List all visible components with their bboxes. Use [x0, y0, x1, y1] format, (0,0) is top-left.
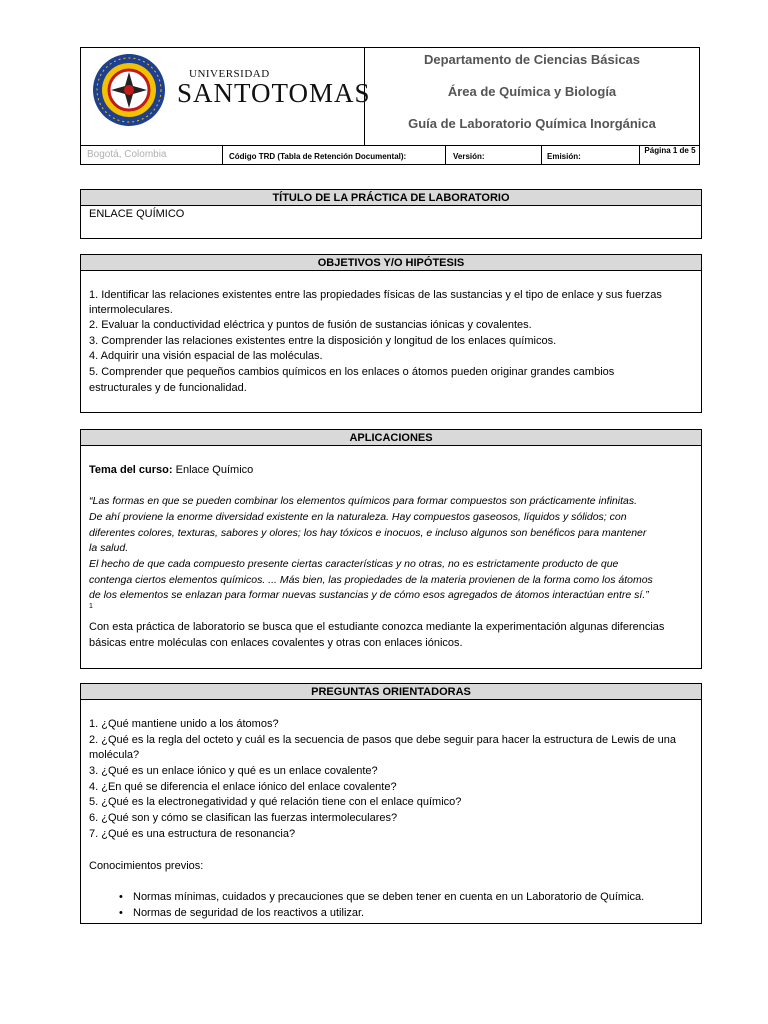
question-line: 5. ¿Qué es la electronegatividad y qué relación tiene con el enlace químico? — [89, 796, 462, 808]
area-title: Área de Química y Biología — [447, 84, 617, 99]
objective-line: 5. Comprender que pequeños cambios químicos en los enlaces o átomos pueden originar grandes cambios — [89, 366, 615, 378]
bullet-text: Normas mínimas, cuidados y precauciones que se deben tener en cuenta en un Laboratorio de Química. — [133, 891, 645, 903]
title-section-body — [80, 206, 702, 239]
applications-body — [80, 446, 702, 669]
version-label: Versión: — [453, 152, 485, 161]
closing-line: Con esta práctica de laboratorio se busca que el estudiante conozca mediante la experimentación algunas diferencias — [89, 621, 665, 633]
page-label: Página 1 de 5 — [644, 146, 696, 155]
bullet-icon: • — [119, 907, 123, 919]
question-line: 6. ¿Qué son y cómo se clasifican las fuerzas intermoleculares? — [89, 812, 398, 824]
question-line: 3. ¿Qué es un enlace iónico y qué es un enlace covalente? — [89, 765, 378, 777]
course-topic-label: Tema del curso: — [89, 464, 173, 476]
objective-line: 2. Evaluar la conductividad eléctrica y puntos de fusión de sustancias iónicas y covalentes. — [89, 319, 532, 331]
questions-heading: PREGUNTAS ORIENTADORAS — [80, 683, 702, 700]
quote-line: de los elementos se enlazan para formar nuevas sustancias y de cómo esos agregados de átomos interactúan entre sí.” — [89, 589, 649, 601]
department-cell — [365, 48, 699, 145]
prior-knowledge-label: Conocimientos previos: — [89, 860, 204, 872]
university-wordmark — [177, 66, 371, 116]
trd-label: Código TRD (Tabla de Retención Documental): — [229, 152, 407, 161]
department-title: Departamento de Ciencias Básicas — [423, 52, 641, 67]
bullet-item — [119, 906, 693, 921]
questions-body — [80, 700, 702, 924]
objective-line: 4. Adquirir una visión espacial de las moléculas. — [89, 350, 323, 362]
closing-line: básicas entre moléculas con enlaces covalentes y otras con enlaces iónicos. — [89, 637, 463, 649]
bullet-icon: • — [119, 891, 123, 903]
guide-title: Guía de Laboratorio Química Inorgánica — [408, 116, 656, 131]
document-header — [80, 47, 700, 165]
course-topic-value: Enlace Químico — [175, 464, 254, 476]
objectives-body — [80, 271, 702, 413]
quote-line: contenga ciertos elementos químicos. ... Más bien, las propiedades de la materia provienen de la forma como los átomos — [89, 574, 653, 586]
quote-line: El hecho de que cada compuesto presente ciertas características y no otras, no es estrictamente producto de que — [89, 558, 619, 570]
logo-cell — [81, 48, 371, 145]
divider — [445, 146, 446, 164]
question-line: 2. ¿Qué es la regla del octeto y cuál es la secuencia de pasos que debe seguir para hacer la estructura de Lewis de una — [89, 734, 677, 746]
practice-title: ENLACE QUÍMICO — [89, 208, 185, 220]
objective-line: 1. Identificar las relaciones existentes entre las propiedades físicas de las sustancias y el tipo de enlace y sus fuerzas — [89, 289, 662, 301]
quote-line: De ahí proviene la enorme diversidad existente en la naturaleza. Hay compuestos gaseosos, líquidos y sólidos; con — [89, 511, 627, 523]
metadata-row — [81, 145, 699, 164]
title-section-heading: TÍTULO DE LA PRÁCTICA DE LABORATORIO — [80, 189, 702, 206]
question-line: 1. ¿Qué mantiene unido a los átomos? — [89, 718, 279, 730]
bullet-item — [119, 890, 693, 905]
question-line: molécula? — [89, 749, 140, 761]
objectives-heading: OBJETIVOS Y/O HIPÓTESIS — [80, 254, 702, 271]
objective-line: 3. Comprender las relaciones existentes entre la disposición y longitud de los enlaces químicos. — [89, 335, 557, 347]
divider — [222, 146, 223, 164]
divider — [639, 146, 640, 164]
city-label: Bogotá, Colombia — [87, 149, 167, 160]
emission-label: Emisión: — [547, 152, 581, 161]
university-seal-icon — [91, 52, 167, 128]
quote-line: diferentes colores, texturas, sabores y olores; los hay tóxicos e inocuos, e incluso algunos son benéficos para mantener — [89, 527, 647, 539]
divider — [541, 146, 542, 164]
quote-line: la salud. — [89, 542, 129, 554]
question-line: 4. ¿En qué se diferencia el enlace iónico del enlace covalente? — [89, 781, 397, 793]
footnote-marker: 1 — [89, 603, 93, 610]
question-line: 7. ¿Qué es una estructura de resonancia? — [89, 828, 296, 840]
university-top-text: UNIVERSIDAD — [189, 68, 270, 80]
objective-line: estructurales y de funcionalidad. — [89, 382, 247, 394]
objective-line: intermoleculares. — [89, 304, 173, 316]
quote-line: “Las formas en que se pueden combinar los elementos químicos para formar compuestos son prácticamente infinitas. — [89, 495, 638, 507]
bullet-text: Normas de seguridad de los reactivos a utilizar. — [133, 907, 365, 919]
applications-heading: APLICACIONES — [80, 429, 702, 446]
course-topic — [89, 463, 693, 478]
university-name-text: SANTOTOMAS — [177, 78, 371, 108]
